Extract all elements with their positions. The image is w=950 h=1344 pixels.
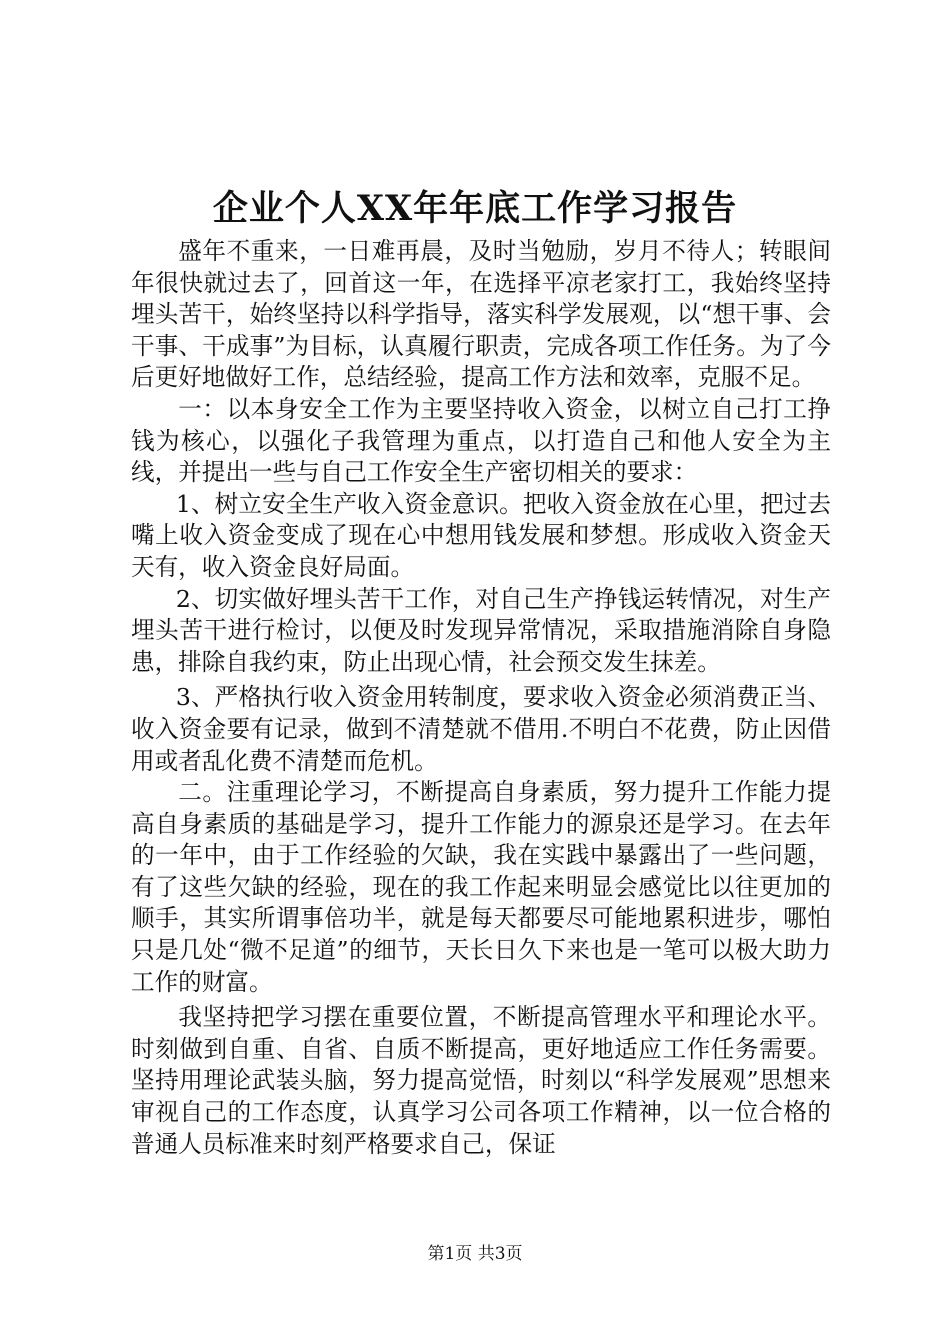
paragraph-item-2: 2、切实做好埋头苦干工作，对自己生产挣钱运转情况，对生产埋头苦干进行检讨，以便及时发现异常情况，采取措施消除自身隐患，排除自我约束，防止出现心情，社会预交发生抹差。	[131, 584, 831, 676]
paragraph-section-one: 一：以本身安全工作为主要坚持收入资金，以树立自己打工挣钱为核心，以强化子我管理为重点，以打造自己和他人安全为主线，并提出一些与自己工作安全生产密切相关的要求：	[131, 394, 831, 487]
paragraph-intro: 盛年不重来，一日难再晨，及时当勉励，岁月不待人；转眼间年很快就过去了，回首这一年，在选择平凉老家打工，我始终坚持埋头苦干，始终坚持以科学指导，落实科学发展观，以“想干事、会干事、干成事”为目标，认真履行职责，完成各项工作任务。为了今后更好地做好工作，总结经验，提高工作方法和效率，克服不足。	[131, 237, 831, 392]
paragraph-item-3: 3、严格执行收入资金用转制度，要求收入资金必须消费正当、收入资金要有记录，做到不清楚就不借用.不明白不花费，防止因借用或者乱化费不清楚而危机。	[131, 683, 831, 775]
paragraph-study: 我坚持把学习摆在重要位置，不断提高管理水平和理论水平。时刻做到自重、自省、自质不断提高，更好地适应工作任务需要。坚持用理论武装头脑，努力提高觉悟，时刻以“科学发展观”思想来审视自己的工作态度，认真学习公司各项工作精神，以一位合格的普通人员标准来时刻严格要求自己，保证	[131, 1003, 831, 1158]
document-title: 企业个人XX年年底工作学习报告	[212, 188, 738, 229]
page-footer: 第1页 共3页	[427, 1244, 523, 1264]
paragraph-section-two: 二。注重理论学习，不断提高自身素质，努力提升工作能力提高自身素质的基础是学习，提升工作能力的源泉还是学习。在去年的一年中，由于工作经验的欠缺，我在实践中暴露出了一些问题，有了这些欠缺的经验，现在的我工作起来明显会感觉比以往更加的顺手，其实所谓事倍功半，就是每天都要尽可能地累积进步，哪怕只是几处“微不足道”的细节，天长日久下来也是一笔可以极大助力工作的财富。	[131, 778, 831, 996]
paragraph-item-1: 1、树立安全生产收入资金意识。把收入资金放在心里，把过去嘴上收入资金变成了现在心中想用钱发展和梦想。形成收入资金天天有，收入资金良好局面。	[131, 489, 831, 581]
document-body	[131, 236, 831, 1160]
